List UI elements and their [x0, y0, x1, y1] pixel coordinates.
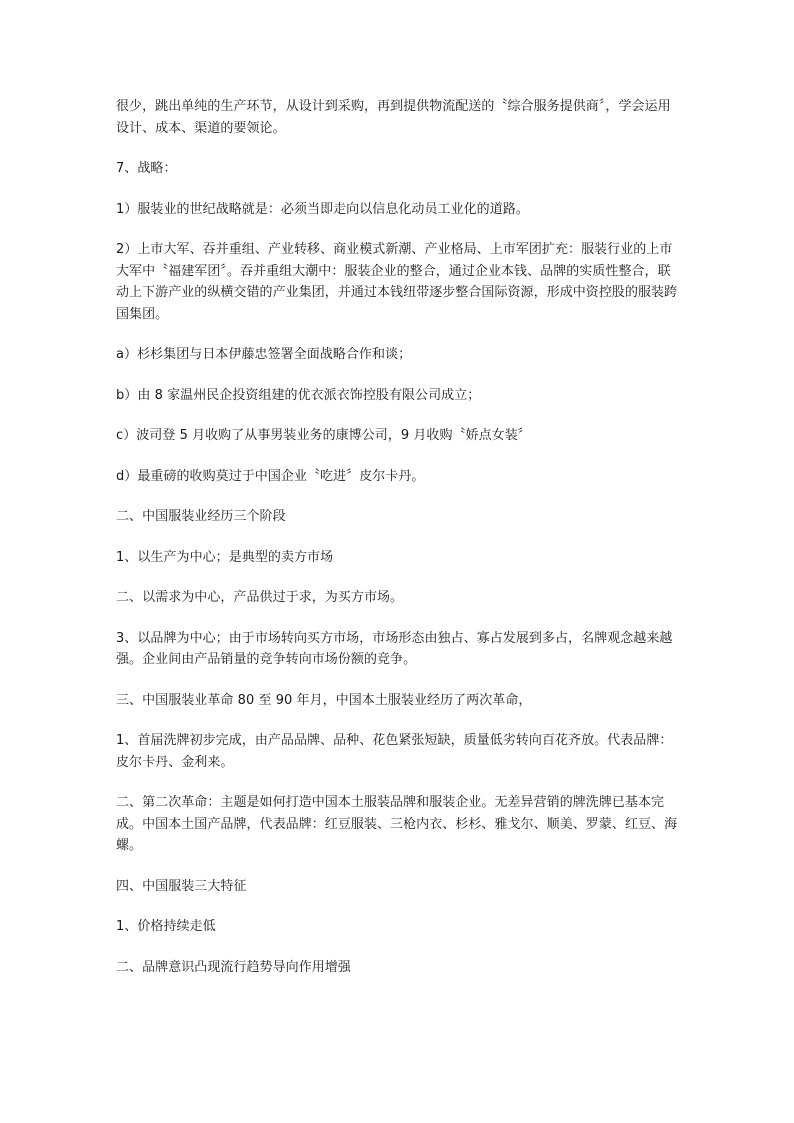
list-item-c: c）波司登 5 月收购了从事男装业务的康博公司，9 月收购〝娇点女装〞 — [116, 428, 531, 443]
paragraph-strategy-1: 1）服装业的世纪战略就是：必须当即走向以信息化动员工业化的道路。 — [116, 201, 529, 217]
list-item-b: b）由 8 家温州民企投资组建的优衣派衣饰控股有限公司成立； — [116, 387, 481, 403]
heading-strategy: 7、战略： — [116, 161, 177, 176]
paragraph-strategy-2: 2）上市大军、吞并重组、产业转移、商业模式新潮、产业格局、上市军团扩充：服装行业的上市大军中〝福建军团〞。吞并重组大潮中：服装企业的整合，通过企业本钱、品牌的实质性整合，联动上下游产业的纵横交错的产业集团，并通过本钱纽带逐步整合国际资源，形成中资控股的服装跨国集团。 — [116, 242, 678, 322]
section-heading-3: 三、中国服装业革命 80 至 90 年月，中国本土服装业经历了两次革命， — [116, 692, 532, 708]
feature-1: 1、价格持续走低 — [116, 919, 216, 934]
document-body — [116, 96, 682, 997]
paragraph-intro-continuation: 很少，跳出单纯的生产环节，从设计到采购，再到提供物流配送的〝综合服务提供商〞，学会运用设计、成本、渠道的要领论。 — [116, 99, 671, 136]
list-item-a: a）杉杉集团与日本伊藤忠签署全面战略合作和谈； — [116, 347, 412, 362]
stage-3: 3、以品牌为中心；由于市场转向买方市场，市场形态由独占、寡占发展到多占，名牌观念越来越强。企业间由产品销量的竞争转向市场份额的竞争。 — [116, 630, 673, 667]
section-heading-4: 四、中国服装三大特征 — [116, 878, 247, 894]
list-item-d: d）最重磅的收购莫过于中国企业〝吃进〞皮尔卡丹。 — [116, 468, 425, 484]
stage-2: 二、以需求为中心，产品供过于求，为买方市场。 — [116, 590, 404, 605]
feature-2: 二、品牌意识凸现流行趋势导向作用增强 — [116, 959, 351, 975]
section-heading-2: 二、中国服装业经历三个阶段 — [116, 509, 286, 524]
revolution-2: 二、第二次革命：主题是如何打造中国本土服装品牌和服装企业。无差异营销的牌洗牌已基本完成。中国本土国产品牌，代表品牌：红豆服装、三枪内衣、杉杉、雅戈尔、顺美、罗蒙、红豆、海螺。 — [116, 795, 678, 853]
stage-1: 1、以生产为中心；是典型的卖方市场 — [116, 549, 334, 565]
revolution-1: 1、首届洗牌初步完成，由产品品牌、品种、花色紧张短缺，质量低劣转向百花齐放。代表品牌：皮尔卡丹、金利来。 — [116, 733, 673, 770]
